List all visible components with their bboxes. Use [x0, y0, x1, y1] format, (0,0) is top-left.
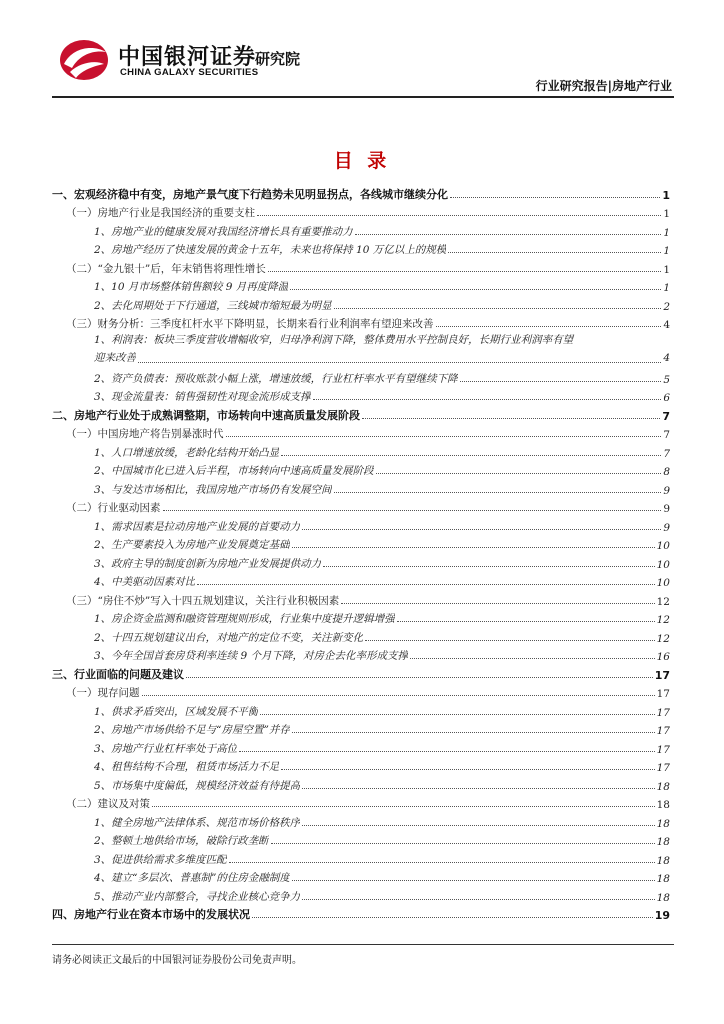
- toc-page-number: 1: [662, 188, 670, 202]
- toc-leader-dots: [281, 769, 654, 770]
- toc-entry[interactable]: [52, 811, 670, 830]
- toc-entry[interactable]: [52, 515, 670, 534]
- toc-leader-dots: [292, 547, 655, 548]
- toc-entry-text: 2、十四五规划建议出台，对地产的定位不变，关注新变化: [94, 631, 364, 644]
- toc-entry[interactable]: [52, 719, 670, 738]
- toc-entry[interactable]: [52, 645, 670, 664]
- toc-entry-text: 2、整顿土地供给市场，破除行政垄断: [94, 835, 269, 847]
- toc-leader-dots: [239, 751, 654, 752]
- toc-page-number: 12: [656, 614, 670, 626]
- logo-chinese-name: 中国银河证券: [118, 45, 257, 70]
- toc-page-number: 18: [656, 780, 670, 793]
- toc-entry-text: 1、房企资金监测和融资管理规则形成，行业集中度提升逻辑增强: [94, 613, 395, 625]
- toc-title: 目 录: [333, 150, 391, 172]
- toc-leader-dots: [290, 289, 661, 290]
- toc-page-number: 7: [662, 409, 670, 423]
- toc-leader-dots: [281, 455, 661, 456]
- toc-page-number: 1: [663, 282, 670, 294]
- toc-entry-text: （三）“房住不炒”写入十四五规划建议，关注行业积极因素: [66, 594, 340, 607]
- toc-entry-text: 5、推动产业内部整合，寻找企业核心竞争力: [94, 890, 301, 903]
- table-of-contents: [52, 183, 670, 922]
- toc-leader-dots: [268, 271, 662, 272]
- logo-english-name: CHINA GALAXY SECURITIES: [120, 67, 259, 78]
- toc-page-number: 9: [663, 521, 670, 534]
- toc-entry[interactable]: [52, 276, 670, 295]
- toc-entry[interactable]: [52, 183, 670, 202]
- toc-entry[interactable]: [52, 313, 670, 332]
- toc-leader-dots: [163, 510, 662, 511]
- toc-entry-text: 3、与发达市场相比，我国房地产市场仍有发展空间: [94, 483, 332, 496]
- toc-entry-text: 1、人口增速放缓，老龄化结构开始凸显: [94, 446, 280, 459]
- toc-entry[interactable]: [52, 534, 670, 553]
- toc-page-number: 4: [663, 352, 670, 364]
- toc-entry[interactable]: [52, 497, 670, 516]
- toc-entry-text: 5、市场集中度偏低，规模经济效益有待提高: [94, 779, 301, 792]
- toc-page-number: 8: [663, 466, 670, 478]
- toc-leader-dots: [355, 234, 662, 235]
- toc-entry[interactable]: [52, 848, 670, 867]
- toc-entry-text: 1、房地产业的健康发展对我国经济增长具有重要推动力: [94, 225, 353, 238]
- toc-leader-dots: [436, 326, 662, 327]
- toc-leader-dots: [197, 584, 654, 585]
- toc-leader-dots: [302, 899, 654, 900]
- toc-entry[interactable]: [52, 571, 670, 590]
- toc-page-number: 7: [663, 429, 670, 441]
- toc-page-number: 12: [656, 595, 670, 608]
- toc-page-number: 18: [656, 799, 670, 811]
- galaxy-logo-icon: [58, 38, 110, 82]
- toc-leader-dots: [292, 880, 655, 881]
- toc-entry-text: （三）财务分析：三季度杠杆水平下降明显，长期来看行业利润率有望迎来改善: [66, 318, 434, 330]
- toc-leader-dots: [302, 788, 654, 789]
- toc-leader-dots: [186, 677, 653, 678]
- toc-entry-text: 3、今年全国首套房贷利率连续 9 个月下降，对房企去化率形成支撑: [94, 650, 409, 662]
- toc-leader-dots: [460, 381, 662, 382]
- toc-leader-dots: [260, 714, 654, 715]
- toc-page-number: 17: [654, 668, 670, 682]
- toc-page-number: 17: [656, 743, 670, 756]
- toc-entry-text: 一、宏观经济稳中有变，房地产景气度下行趋势未见明显拐点，各线城市继续分化: [52, 187, 448, 201]
- toc-page-number: 17: [656, 725, 670, 737]
- toc-leader-dots: [152, 806, 655, 807]
- toc-entry[interactable]: [52, 294, 670, 313]
- toc-entry[interactable]: [52, 202, 670, 221]
- toc-leader-dots: [271, 843, 655, 844]
- toc-entry[interactable]: [52, 367, 670, 386]
- toc-page-number: 17: [656, 706, 670, 719]
- toc-entry-text: 3、政府主导的制度创新为房地产业发展提供动力: [94, 557, 322, 570]
- toc-page-number: 9: [663, 484, 670, 497]
- toc-leader-dots: [226, 436, 662, 437]
- toc-page-number: 18: [656, 836, 670, 848]
- toc-page-number: 7: [663, 447, 670, 460]
- toc-page-number: 10: [656, 577, 670, 589]
- toc-leader-dots: [365, 640, 654, 641]
- toc-entry[interactable]: [52, 404, 670, 423]
- toc-leader-dots: [142, 695, 655, 696]
- toc-entry[interactable]: [52, 737, 670, 756]
- toc-page-number: 1: [663, 263, 670, 276]
- toc-page-number: 2: [663, 300, 670, 313]
- toc-page-number: 10: [656, 540, 670, 552]
- toc-entry-text: 2、资产负债表：预收账款小幅上涨，增速放缓，行业杠杆率水平有望继续下降: [94, 372, 458, 385]
- toc-entry-text: 4、租售结构不合理，租赁市场活力不足: [94, 761, 280, 773]
- toc-entry[interactable]: [52, 220, 670, 239]
- footer-divider: [52, 944, 674, 945]
- toc-page-number: 18: [656, 817, 670, 830]
- toc-page-number: 18: [656, 854, 670, 867]
- toc-entry-text: 1、利润表：板块三季度营收增幅收窄，归母净利润下降，整体费用水平控制良好，长期行业利润率有望: [94, 334, 574, 346]
- header-divider: [52, 96, 674, 98]
- toc-entry-text: 3、促进供给需求多维度匹配: [94, 853, 227, 866]
- toc-page-number: 1: [663, 208, 670, 220]
- toc-entry[interactable]: [52, 239, 670, 258]
- toc-entry-text: 3、现金流量表：销售强韧性对现金流形成支撑: [94, 391, 311, 403]
- toc-entry[interactable]: [52, 830, 670, 849]
- toc-entry-text: （二）行业驱动因素: [66, 502, 161, 514]
- page-header: [0, 0, 724, 100]
- institute-label: 研究院: [255, 50, 301, 68]
- toc-entry[interactable]: [52, 867, 670, 886]
- toc-page-number: 10: [656, 558, 670, 571]
- toc-page-number: 5: [663, 373, 670, 386]
- toc-page-number: 17: [656, 688, 670, 700]
- toc-entry[interactable]: [52, 386, 670, 405]
- toc-entry[interactable]: [52, 904, 670, 923]
- toc-entry-text: 2、房地产经历了快速发展的黄金十五年，未来也将保持 10 万亿以上的规模: [94, 244, 447, 256]
- toc-entry[interactable]: [52, 793, 670, 812]
- toc-entry[interactable]: [52, 589, 670, 608]
- toc-entry-text: 2、去化周期处于下行通道，三线城市缩短最为明显: [94, 299, 332, 312]
- toc-entry[interactable]: [52, 682, 670, 701]
- toc-entry-text: 三、行业面临的问题及建议: [52, 667, 184, 681]
- toc-page-number: 12: [656, 632, 670, 645]
- toc-leader-dots: [252, 917, 653, 918]
- toc-entry-text: 4、中美驱动因素对比: [94, 576, 196, 588]
- toc-page-number: 9: [663, 503, 670, 515]
- toc-entry[interactable]: [52, 885, 670, 904]
- toc-entry[interactable]: [52, 331, 670, 367]
- toc-page-number: 16: [656, 651, 670, 663]
- toc-leader-dots: [397, 621, 655, 622]
- footer-disclaimer: 请务必阅读正文最后的中国银河证券股份公司免责声明。: [52, 955, 302, 966]
- toc-entry[interactable]: [52, 552, 670, 571]
- toc-leader-dots: [341, 603, 654, 604]
- toc-entry[interactable]: [52, 756, 670, 775]
- toc-entry-text: 2、中国城市化已进入后半程，市场转向中速高质量发展阶段: [94, 465, 374, 477]
- toc-page-number: 6: [663, 392, 670, 404]
- toc-page-number: 1: [663, 226, 670, 239]
- toc-entry-text-continued: 迎来改善: [94, 352, 136, 364]
- toc-leader-dots: [302, 529, 661, 530]
- toc-entry-text: 2、生产要素投入为房地产业发展奠定基础: [94, 539, 290, 551]
- toc-entry[interactable]: [52, 460, 670, 479]
- toc-leader-dots: [334, 308, 662, 309]
- toc-leader-dots: [257, 215, 661, 216]
- toc-entry-text: （一）中国房地产将告别暴涨时代: [66, 428, 224, 440]
- toc-entry[interactable]: [52, 608, 670, 627]
- toc-page-number: 1: [663, 245, 670, 257]
- toc-leader-dots: [323, 566, 654, 567]
- toc-entry[interactable]: [52, 774, 670, 793]
- toc-entry-text: （二）“金九银十”后，年末销售将理性增长: [66, 262, 266, 275]
- toc-leader-dots: [302, 825, 654, 826]
- toc-entry[interactable]: [52, 478, 670, 497]
- toc-entry-text: 4、建立“多层次、普惠制”的住房金融制度: [94, 872, 290, 884]
- toc-entry[interactable]: [52, 626, 670, 645]
- toc-entry-text: 1、健全房地产法律体系、规范市场价格秩序: [94, 816, 301, 829]
- toc-entry-text: 1、供求矛盾突出，区域发展不平衡: [94, 705, 259, 718]
- toc-entry-text: 1、需求因素是拉动房地产业发展的首要动力: [94, 520, 301, 533]
- toc-leader-dots: [376, 473, 662, 474]
- toc-entry[interactable]: [52, 700, 670, 719]
- toc-page-number: 18: [656, 873, 670, 885]
- toc-entry[interactable]: [52, 257, 670, 276]
- toc-entry-text: 3、房地产行业杠杆率处于高位: [94, 742, 238, 755]
- toc-leader-dots: [410, 658, 655, 659]
- toc-entry-text: 2、房地产市场供给不足与“房屋空置”并存: [94, 724, 290, 736]
- toc-page-number: 4: [663, 319, 670, 331]
- toc-entry[interactable]: [52, 663, 670, 682]
- toc-leader-dots: [362, 418, 660, 419]
- toc-leader-dots: [313, 399, 662, 400]
- toc-leader-dots: [229, 862, 655, 863]
- toc-entry-text: 1、10 月市场整体销售额较 9 月再度降温: [94, 281, 289, 293]
- toc-page-number: 17: [656, 762, 670, 774]
- toc-entry-text: （一）现存问题: [66, 687, 140, 699]
- toc-entry-text: 二、房地产行业处于成熟调整期，市场转向中速高质量发展阶段: [52, 408, 360, 422]
- toc-entry[interactable]: [52, 423, 670, 442]
- toc-leader-dots: [448, 252, 661, 253]
- toc-leader-dots: [138, 362, 661, 363]
- toc-page-number: 19: [654, 909, 670, 922]
- toc-entry[interactable]: [52, 441, 670, 460]
- toc-page-number: 18: [656, 891, 670, 904]
- toc-entry-text: （二）建议及对策: [66, 798, 150, 810]
- toc-entry-text: 四、房地产行业在资本市场中的发展状况: [52, 908, 250, 921]
- toc-leader-dots: [292, 732, 655, 733]
- toc-leader-dots: [334, 492, 662, 493]
- report-type-label: 行业研究报告|房地产行业: [535, 79, 672, 93]
- toc-leader-dots: [450, 197, 660, 198]
- toc-entry-text: （一）房地产行业是我国经济的重要支柱: [66, 207, 255, 219]
